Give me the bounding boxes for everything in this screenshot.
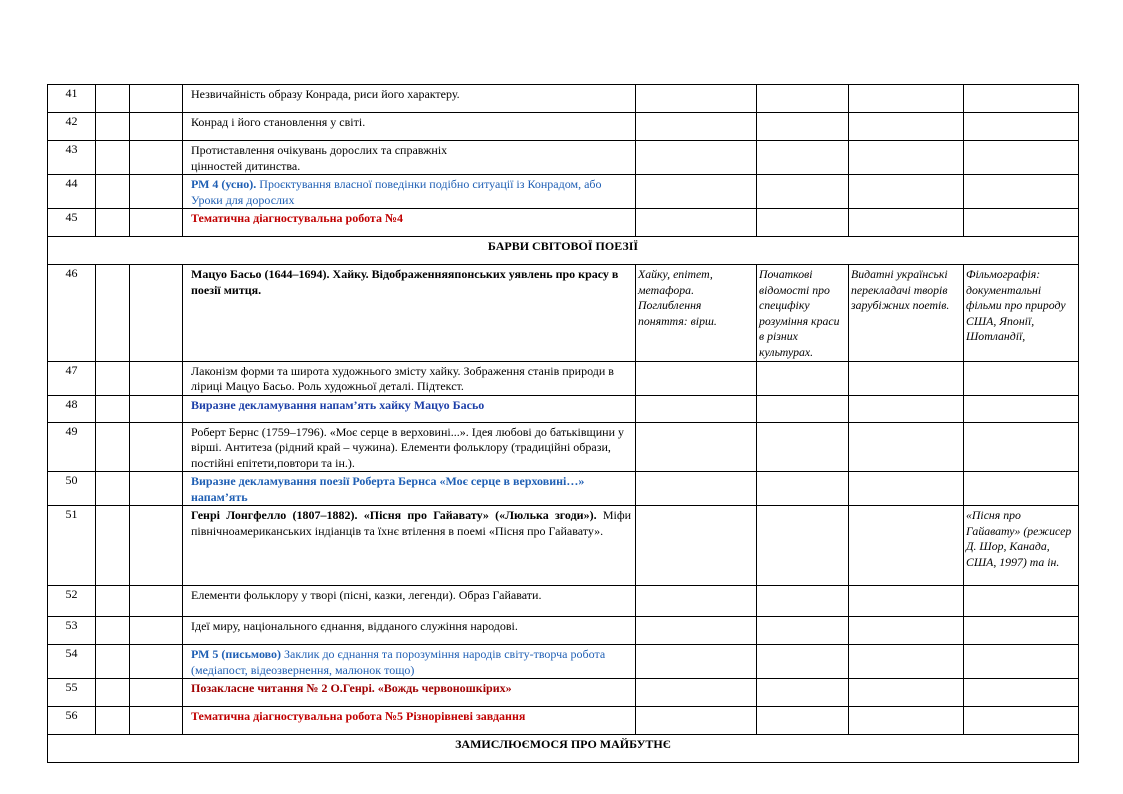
lesson-number: 55 — [48, 679, 96, 707]
lesson-number: 45 — [48, 209, 96, 237]
empty-cell — [757, 679, 849, 707]
topic-line: цінностей дитинства. — [191, 158, 301, 173]
topic-text: Заклик до єднання та порозуміння народів світу-творча робота (медіапост, відеозвернення, малюнок тощо) — [191, 647, 606, 677]
empty-cell — [964, 645, 1079, 679]
lesson-topic — [183, 506, 636, 586]
empty-cell — [757, 506, 849, 586]
section-header — [48, 237, 1079, 265]
topic-text: Проєктування власної поведінки подібно ситуації із Конрадом, або Уроки для дорослих — [191, 177, 602, 207]
media-cell: Фільмографія: документальні фільми про природу США, Японії, Шотландії, — [964, 265, 1079, 362]
media-cell: «Пісня про Гайавату» (режисер Д. Шор, Канада, США, 1997) та ін. — [964, 506, 1079, 586]
table-row — [48, 707, 1079, 735]
empty-cell — [964, 472, 1079, 506]
empty-cell — [130, 617, 183, 645]
empty-cell — [96, 472, 130, 506]
empty-cell — [130, 141, 183, 175]
empty-cell — [636, 422, 757, 472]
empty-cell — [96, 361, 130, 395]
lesson-number: 51 — [48, 506, 96, 586]
table-row — [48, 472, 1079, 506]
empty-cell — [849, 85, 964, 113]
lesson-topic: Елементи фольклору у творі (пісні, казки, легенди). Образ Гайавати. — [183, 586, 636, 617]
lesson-topic — [183, 645, 636, 679]
empty-cell — [96, 617, 130, 645]
speech-development-label: РМ 5 (письмово) — [191, 647, 282, 662]
lesson-number: 41 — [48, 85, 96, 113]
table-row — [48, 586, 1079, 617]
empty-cell — [849, 395, 964, 422]
empty-cell — [757, 113, 849, 141]
empty-cell — [130, 422, 183, 472]
empty-cell — [849, 679, 964, 707]
table-row — [48, 617, 1079, 645]
empty-cell — [849, 586, 964, 617]
section-title: ЗАМИСЛЮЄМОСЯ ПРО МАЙБУТНЄ — [48, 735, 1079, 763]
empty-cell — [96, 707, 130, 735]
empty-cell — [757, 707, 849, 735]
lesson-topic: Ідеї миру, національного єднання, відданого служіння народові. — [183, 617, 636, 645]
empty-cell — [96, 422, 130, 472]
table-row — [48, 679, 1079, 707]
empty-cell — [757, 141, 849, 175]
lesson-number: 50 — [48, 472, 96, 506]
empty-cell — [849, 617, 964, 645]
speech-development-label: РМ 4 (усно). — [191, 177, 257, 191]
empty-cell — [636, 617, 757, 645]
empty-cell — [757, 472, 849, 506]
empty-cell — [96, 85, 130, 113]
empty-cell — [636, 175, 757, 209]
lesson-topic — [183, 141, 636, 175]
empty-cell — [757, 422, 849, 472]
empty-cell — [849, 422, 964, 472]
empty-cell — [849, 175, 964, 209]
empty-cell — [964, 175, 1079, 209]
empty-cell — [130, 645, 183, 679]
empty-cell — [130, 209, 183, 237]
lesson-number: 48 — [48, 395, 96, 422]
empty-cell — [130, 586, 183, 617]
lesson-topic: Тематична діагностувальна робота №4 — [183, 209, 636, 237]
lesson-topic: Виразне декламування напам’ять хайку Мацуо Басьо — [183, 395, 636, 422]
translators-cell: Видатні українські перекладачі творів зарубіжних поетів. — [849, 265, 964, 362]
lesson-topic: Тематична діагностувальна робота №5 Різнорівневі завдання — [183, 707, 636, 735]
lesson-plan-table — [47, 84, 1078, 763]
section-header — [48, 735, 1079, 763]
empty-cell — [964, 617, 1079, 645]
empty-cell — [849, 506, 964, 586]
empty-cell — [964, 422, 1079, 472]
empty-cell — [757, 395, 849, 422]
empty-cell — [130, 679, 183, 707]
empty-cell — [130, 85, 183, 113]
empty-cell — [636, 209, 757, 237]
lesson-topic: Мацуо Басьо (1644–1694). Хайку. Відображенняяпонських уявлень про красу в поезії митця. — [183, 265, 636, 362]
empty-cell — [964, 113, 1079, 141]
table-row — [48, 265, 1079, 362]
empty-cell — [130, 175, 183, 209]
empty-cell — [757, 361, 849, 395]
empty-cell — [130, 113, 183, 141]
table-row — [48, 361, 1079, 395]
empty-cell — [96, 679, 130, 707]
empty-cell — [636, 113, 757, 141]
empty-cell — [757, 617, 849, 645]
empty-cell — [964, 141, 1079, 175]
culture-cell: Початкові відомості про специфіку розуміння краси в різних культурах. — [757, 265, 849, 362]
empty-cell — [636, 472, 757, 506]
table-row — [48, 113, 1079, 141]
table-row — [48, 395, 1079, 422]
topic-text: Міфи північноамериканських індіанців та їхнє втілення в поемі «Пісня про Гайавату». — [191, 508, 632, 538]
empty-cell — [636, 586, 757, 617]
work-title: «Пісня про Гайавату» («Люлька згоди»). — [363, 508, 597, 523]
empty-cell — [636, 679, 757, 707]
lesson-number: 42 — [48, 113, 96, 141]
empty-cell — [130, 395, 183, 422]
section-title: БАРВИ СВІТОВОЇ ПОЕЗІЇ — [48, 237, 1079, 265]
empty-cell — [964, 85, 1079, 113]
empty-cell — [964, 586, 1079, 617]
lesson-topic: Виразне декламування поезії Роберта Бернса «Моє серце в верховині…» напам’ять — [183, 472, 636, 506]
lesson-number: 54 — [48, 645, 96, 679]
empty-cell — [849, 707, 964, 735]
empty-cell — [964, 361, 1079, 395]
empty-cell — [757, 85, 849, 113]
empty-cell — [96, 506, 130, 586]
lesson-topic: Роберт Бернс (1759–1796). «Моє серце в верховині...». Ідея любові до батьківщини у вірші. Антитеза (рідний край – чужина). Елементи фольклору (традиційні образи, постійні епітети,повтори та ін.). — [183, 422, 636, 472]
empty-cell — [849, 209, 964, 237]
empty-cell — [849, 141, 964, 175]
author-name: Генрі Лонгфелло (1807–1882). — [191, 508, 358, 523]
empty-cell — [849, 113, 964, 141]
empty-cell — [96, 209, 130, 237]
lesson-number: 52 — [48, 586, 96, 617]
empty-cell — [96, 586, 130, 617]
table-row — [48, 422, 1079, 472]
empty-cell — [964, 679, 1079, 707]
empty-cell — [636, 645, 757, 679]
empty-cell — [130, 361, 183, 395]
lesson-topic: Позакласне читання № 2 О.Генрі. «Вождь червоношкірих» — [183, 679, 636, 707]
lesson-topic: Конрад і його становлення у світі. — [183, 113, 636, 141]
empty-cell — [636, 395, 757, 422]
table-row — [48, 175, 1079, 209]
empty-cell — [96, 113, 130, 141]
empty-cell — [849, 472, 964, 506]
table-row — [48, 506, 1079, 586]
theory-cell: Хайку, епітет, метафора. Поглиблення поняття: вірш. — [636, 265, 757, 362]
empty-cell — [757, 175, 849, 209]
empty-cell — [849, 361, 964, 395]
empty-cell — [636, 361, 757, 395]
lesson-number: 56 — [48, 707, 96, 735]
topic-line: Протиставлення очікувань дорослих та справжніх — [191, 143, 448, 157]
lesson-number: 53 — [48, 617, 96, 645]
empty-cell — [849, 645, 964, 679]
empty-cell — [964, 395, 1079, 422]
lesson-topic: Лаконізм форми та широта художнього змісту хайку. Зображення станів природи в ліриці Мацуо Басьо. Роль художньої деталі. Підтекст. — [183, 361, 636, 395]
empty-cell — [757, 645, 849, 679]
empty-cell — [636, 85, 757, 113]
empty-cell — [96, 265, 130, 362]
empty-cell — [964, 707, 1079, 735]
empty-cell — [96, 141, 130, 175]
empty-cell — [636, 141, 757, 175]
empty-cell — [636, 707, 757, 735]
lesson-number: 47 — [48, 361, 96, 395]
empty-cell — [130, 506, 183, 586]
lesson-topic: Незвичайність образу Конрада, риси його характеру. — [183, 85, 636, 113]
table-row — [48, 209, 1079, 237]
empty-cell — [130, 472, 183, 506]
empty-cell — [130, 265, 183, 362]
lesson-number: 49 — [48, 422, 96, 472]
empty-cell — [757, 209, 849, 237]
lesson-number: 46 — [48, 265, 96, 362]
table-row — [48, 141, 1079, 175]
lesson-number: 43 — [48, 141, 96, 175]
empty-cell — [96, 395, 130, 422]
empty-cell — [964, 209, 1079, 237]
empty-cell — [636, 506, 757, 586]
lesson-topic — [183, 175, 636, 209]
empty-cell — [130, 707, 183, 735]
table-row — [48, 85, 1079, 113]
empty-cell — [96, 175, 130, 209]
empty-cell — [96, 645, 130, 679]
empty-cell — [757, 586, 849, 617]
table-row — [48, 645, 1079, 679]
lesson-number: 44 — [48, 175, 96, 209]
